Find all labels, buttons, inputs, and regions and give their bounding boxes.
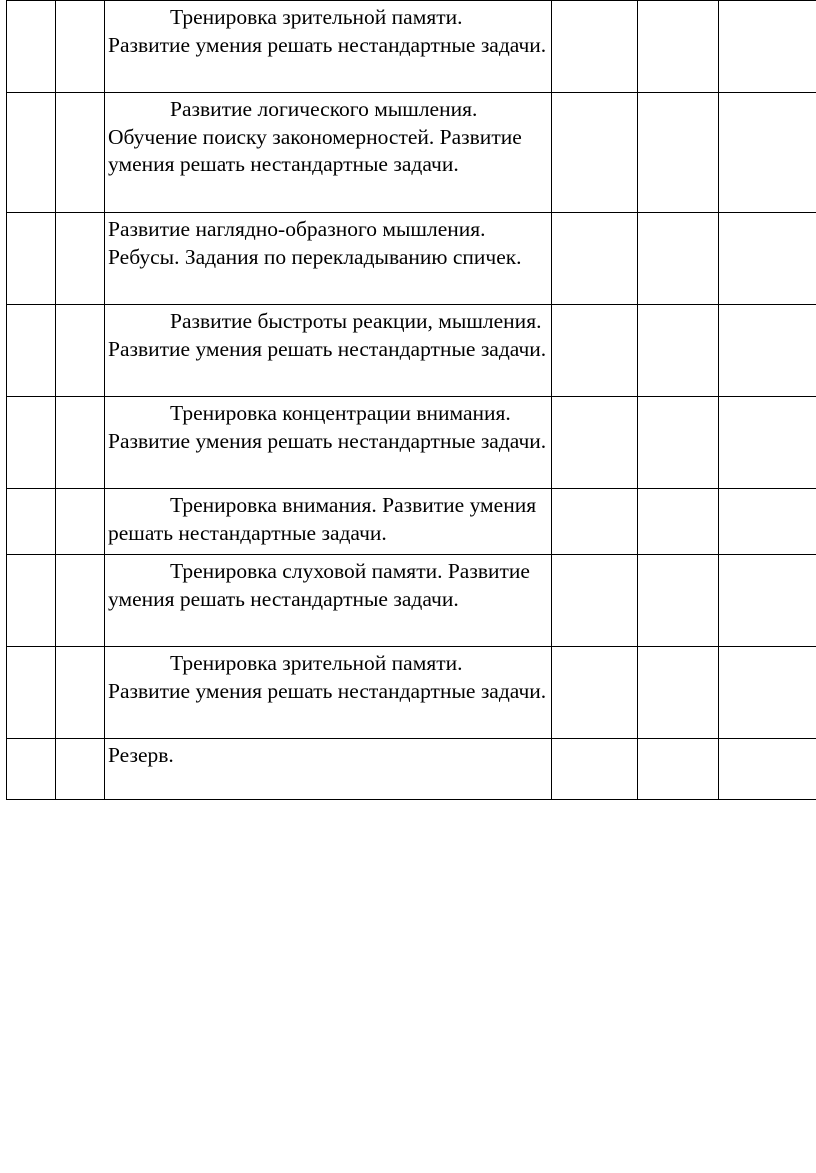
- date-cell: [56, 739, 105, 800]
- table-row: [7, 647, 816, 739]
- empty-cell: [638, 489, 719, 555]
- lesson-plan-table: [6, 0, 816, 800]
- number-cell: [7, 93, 56, 213]
- date-cell: [56, 213, 105, 305]
- empty-cell: [719, 213, 816, 305]
- empty-cell: [638, 213, 719, 305]
- topic-text: Развитие быстроты реакции, мышления. Развитие умения решать нестандартные задачи.: [108, 309, 547, 361]
- number-cell: [7, 213, 56, 305]
- topic-cell: [105, 739, 552, 800]
- empty-cell: [552, 213, 638, 305]
- empty-cell: [719, 397, 816, 489]
- empty-cell: [719, 555, 816, 647]
- empty-cell: [719, 647, 816, 739]
- topic-text: Тренировка внимания. Развитие умения решать нестандартные задачи.: [108, 493, 537, 545]
- number-cell: [7, 555, 56, 647]
- table-row: [7, 489, 816, 555]
- topic-cell: [105, 1, 552, 93]
- empty-cell: [638, 555, 719, 647]
- empty-cell: [719, 305, 816, 397]
- date-cell: [56, 489, 105, 555]
- topic-cell: [105, 647, 552, 739]
- table-row: [7, 305, 816, 397]
- number-cell: [7, 305, 56, 397]
- empty-cell: [552, 1, 638, 93]
- date-cell: [56, 305, 105, 397]
- topic-text: Развитие логического мышления. Обучение поиску закономерностей. Развитие умения решать нестандартные задачи.: [108, 97, 522, 176]
- date-cell: [56, 1, 105, 93]
- topic-cell: [105, 397, 552, 489]
- empty-cell: [638, 305, 719, 397]
- empty-cell: [552, 305, 638, 397]
- table-row: [7, 213, 816, 305]
- table-row: [7, 93, 816, 213]
- empty-cell: [638, 93, 719, 213]
- table-row: [7, 739, 816, 800]
- topic-text: Резерв.: [108, 743, 174, 767]
- empty-cell: [638, 397, 719, 489]
- topic-text: Тренировка концентрации внимания. Развитие умения решать нестандартные задачи.: [108, 401, 547, 453]
- topic-text: Тренировка зрительной памяти. Развитие умения решать нестандартные задачи.: [108, 651, 547, 703]
- empty-cell: [638, 739, 719, 800]
- number-cell: [7, 739, 56, 800]
- empty-cell: [552, 93, 638, 213]
- topic-cell: [105, 213, 552, 305]
- topic-text: Развитие наглядно-образного мышления. Ребусы. Задания по перекладыванию спичек.: [108, 217, 522, 269]
- topic-text: Тренировка зрительной памяти. Развитие умения решать нестандартные задачи.: [108, 5, 547, 57]
- date-cell: [56, 647, 105, 739]
- empty-cell: [638, 647, 719, 739]
- topic-cell: [105, 305, 552, 397]
- topic-cell: [105, 93, 552, 213]
- empty-cell: [552, 397, 638, 489]
- topic-text: Тренировка слуховой памяти. Развитие умения решать нестандартные задачи.: [108, 559, 530, 611]
- empty-cell: [638, 1, 719, 93]
- empty-cell: [552, 739, 638, 800]
- number-cell: [7, 1, 56, 93]
- empty-cell: [719, 739, 816, 800]
- table-row: [7, 1, 816, 93]
- empty-cell: [552, 489, 638, 555]
- table-row: [7, 555, 816, 647]
- number-cell: [7, 397, 56, 489]
- number-cell: [7, 647, 56, 739]
- empty-cell: [719, 489, 816, 555]
- number-cell: [7, 489, 56, 555]
- date-cell: [56, 555, 105, 647]
- date-cell: [56, 93, 105, 213]
- empty-cell: [719, 1, 816, 93]
- date-cell: [56, 397, 105, 489]
- table-row: [7, 397, 816, 489]
- empty-cell: [719, 93, 816, 213]
- empty-cell: [552, 647, 638, 739]
- topic-cell: [105, 489, 552, 555]
- topic-cell: [105, 555, 552, 647]
- empty-cell: [552, 555, 638, 647]
